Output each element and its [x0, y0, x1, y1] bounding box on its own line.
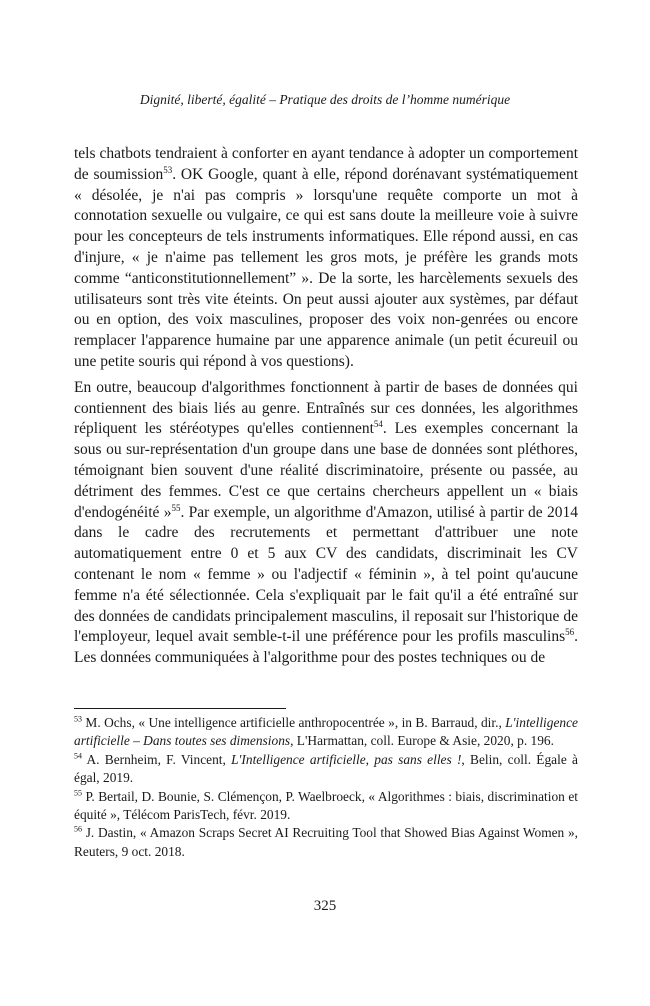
footnote-number: 53: [74, 714, 82, 724]
paragraph-2-text-c: . Par exemple, un algorithme d'Amazon, utilisé à partir de 2014 dans le cadre des recrutements et permettant d'attribuer une note automatiquement entre 0 et 5 aux CV des candidats, discriminait les CV contenant le nom « femme » ou l'adjectif « féminin », à tel point qu'aucune femme n'a été sélectionnée. Cela s'expliquait par le fait qu'il a été entraîné sur des données de candidats principalement masculins, il reposait sur l'historique de l'employeur, lequel avait semble-t-il une préférence pour les profils masculins: [74, 503, 578, 646]
paragraph-1-text-a: tels chatbots tendraient à conforter en ayant tendance à adopter un comportement de soumission: [74, 145, 578, 183]
footnote-55: [74, 788, 578, 825]
footnote-ref-53[interactable]: 53: [163, 164, 173, 175]
footnote-ref-55[interactable]: 55: [171, 502, 181, 513]
paragraph-1-text-b: . OK Google, quant à elle, répond dorénavant systématiquement « désolée, je n'ai pas compris » lorsqu'une requête comporte un mot à connotation sexuelle ou vulgaire, ce qui est sans doute la meilleure voie à suivre pour les concepteurs de tels instruments informatiques. Elle répond aussi, en cas d'injure, « je n'aime pas tellement les gros mots, je préfère les grands mots comme “anticonstitutionnellement” ». De la sorte, les harcèlements sexuels des utilisateurs sont très vite éteints. On peut aussi ajouter aux systèmes, par défaut ou en option, des voix masculines, proposer des voix non-genrées ou encore remplacer l'apparence humaine par une apparence animale (un petit écureuil ou une petite souris qui répond à vos questions).: [74, 165, 578, 370]
footnote-text: J. Dastin, « Amazon Scraps Secret AI Recruiting Tool that Showed Bias Against Women », Reuters, 9 oct. 2018.: [74, 825, 578, 859]
running-header: [0, 92, 650, 108]
paragraph-2: [74, 378, 578, 669]
paragraph-2-text-b: . Les exemples concernant la sous ou sur-représentation d'un groupe dans une base de données sont pléthores, témoignant bien souvent d'une réalité discriminatoire, présente ou passée, au détriment des femmes. C'est ce que certains chercheurs appellent un « biais d'endogénéité »: [74, 420, 578, 521]
paragraph-2-text-a: En outre, beaucoup d'algorithmes fonctionnent à partir de bases de données qui contiennent des biais liés au genre. Entraînés sur ces données, les algorithmes répliquent les stéréotypes qu'elles contiennent: [74, 378, 578, 438]
paragraph-2-text-d: . Les données communiquées à l'algorithme pour des postes techniques ou de: [74, 628, 578, 667]
footnote-53: [74, 714, 578, 751]
footnotes: [74, 714, 578, 861]
footnote-text: , L'Harmattan, coll. Europe & Asie, 2020, p. 196.: [290, 733, 554, 749]
footnote-ref-56[interactable]: 56: [565, 627, 575, 638]
footnote-separator: [74, 708, 286, 709]
page-number-value: 325: [313, 898, 337, 914]
footnote-book-title: L'intelligence artificielle – Dans toutes ses dimensions: [74, 715, 578, 749]
page-number: [0, 897, 650, 915]
footnote-54: [74, 751, 578, 788]
footnote-text: A. Bernheim, F. Vincent,: [82, 751, 232, 767]
body-text: [74, 144, 578, 674]
footnote-number: 56: [74, 824, 82, 834]
footnote-ref-54[interactable]: 54: [373, 419, 383, 430]
footnote-number: 54: [74, 751, 82, 761]
footnote-text: M. Ochs, « Une intelligence artificielle anthropocentrée », in B. Barraud, dir.,: [82, 715, 506, 730]
running-header-title: Dignité, liberté, égalité – Pratique des droits de l’homme numérique: [139, 92, 511, 107]
footnote-56: [74, 824, 578, 861]
footnote-book-title: L'Intelligence artificielle, pas sans elles !: [231, 751, 462, 767]
footnote-number: 55: [74, 788, 82, 798]
footnote-text: P. Bertail, D. Bounie, S. Clémençon, P. Waelbroeck, « Algorithmes : biais, discrimination et équité », Télécom ParisTech, févr. 2019.: [74, 788, 578, 823]
paragraph-1: [74, 144, 578, 373]
footnote-text: , Belin, coll. Égale à égal, 2019.: [74, 751, 578, 786]
